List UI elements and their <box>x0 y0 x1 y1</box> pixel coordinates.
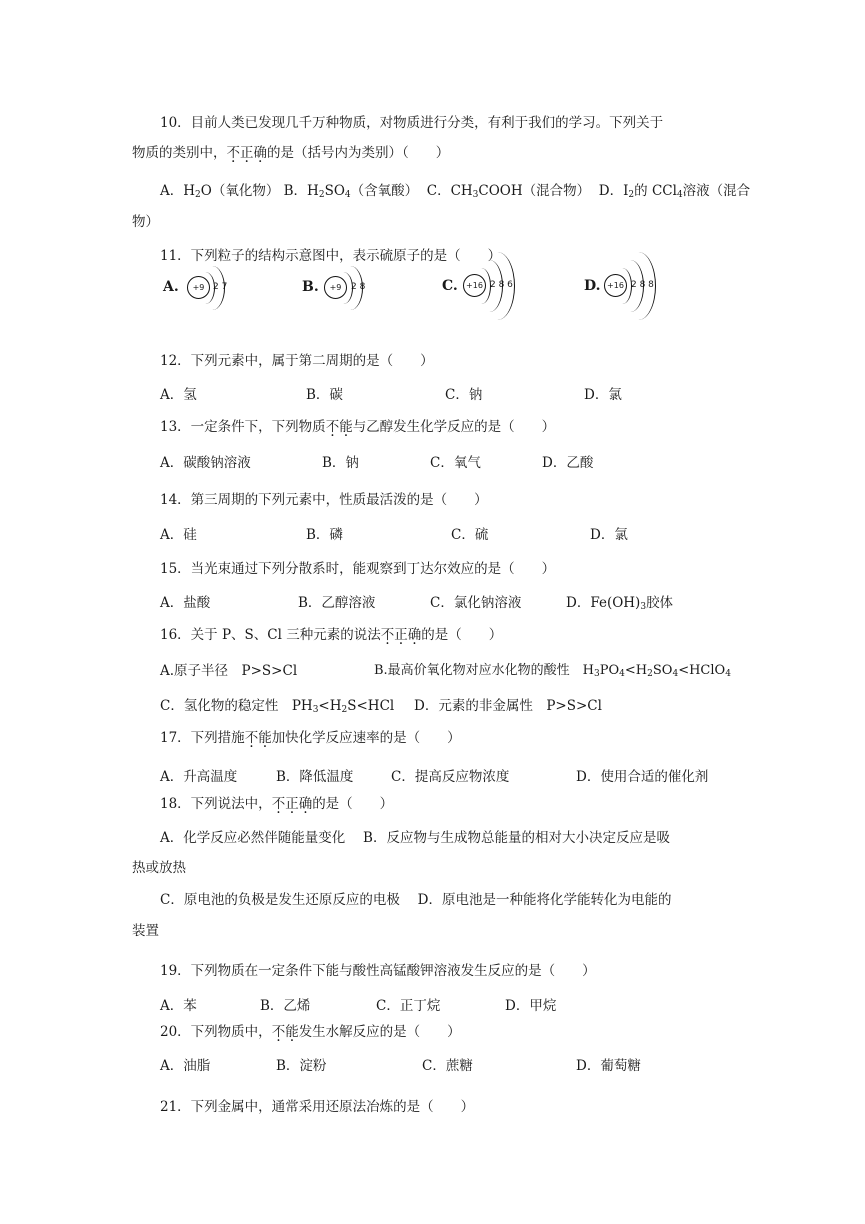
q13-option-a: A．碳酸钠溶液 <box>160 455 251 471</box>
q19-stem: 19．下列物质在一定条件下能与酸性高锰酸钾溶液发生反应的是（ ） <box>160 963 596 979</box>
q19-option-c: C．正丁烷 <box>376 998 441 1014</box>
q19-option-b: B．乙烯 <box>260 998 311 1014</box>
option-b: B．$H_2SO_4$（含氧酸） <box>283 183 419 200</box>
q20-option-c: C．蔗糖 <box>422 1058 473 1074</box>
emphasis-marks: 不能 <box>271 1024 299 1040</box>
q14-option-c: C．硫 <box>451 527 489 543</box>
q19-option-a: A．苯 <box>160 998 197 1014</box>
shell-arc <box>480 252 515 320</box>
emphasis-marks: 不正确 <box>226 145 267 161</box>
emphasis-marks: 不正确 <box>271 796 313 812</box>
q14-stem: 14．第三周期的下列元素中，性质最活泼的是（ ） <box>160 492 488 508</box>
q15-option-a: A．盐酸 <box>160 595 211 611</box>
shell-electrons: 2 8 8 <box>631 280 654 290</box>
q12-stem: 12．下列元素中，属于第二周期的是（ ） <box>160 353 434 369</box>
q12-option-c: C．钠 <box>445 387 483 403</box>
q17-option-b: B．降低温度 <box>276 769 354 785</box>
q12-option-a: A．氢 <box>160 387 197 403</box>
emphasis-marks: 不正确 <box>380 627 422 643</box>
shell-electrons: 2 7 <box>213 282 228 292</box>
shell-arc <box>200 266 228 310</box>
emphasis-marks: 不能 <box>325 419 353 435</box>
q10-wrap: 物） <box>132 214 159 230</box>
q18-stem: 18．下列说法中，不正确的是（ ） <box>160 796 394 812</box>
q16-option-a: A.原子半径 P>S>Cl <box>160 663 298 679</box>
q15-option-b: B．乙醇溶液 <box>298 595 376 611</box>
q15-stem: 15．当光束通过下列分散系时，能观察到丁达尔效应的是（ ） <box>160 561 556 577</box>
q17-option-a: A．升高温度 <box>160 769 238 785</box>
q18-options-cd-wrap: 装置 <box>132 923 159 939</box>
atom-label: C. <box>442 278 458 294</box>
option-c: C．$CH_3COOH$（混合物） <box>426 183 591 200</box>
q17-option-c: C．提高反应物浓度 <box>391 769 510 785</box>
q12-option-b: B．碳 <box>306 387 343 403</box>
q18-options-ab: A．化学反应必然伴随能量变化 B．反应物与生成物总能量的相对大小决定反应是吸 <box>160 830 670 846</box>
atom-label: B. <box>302 279 319 295</box>
q11-stem: 11．下列粒子的结构示意图中，表示硫原子的是（ ） <box>160 248 502 264</box>
emphasis-marks: 不能 <box>244 730 272 746</box>
shell-electrons: 2 8 6 <box>490 280 513 290</box>
q19-option-d: D．甲烷 <box>505 998 557 1014</box>
q18-options-cd: C．原电池的负极是发生还原反应的电极 D．原电池是一种能将化学能转化为电能的 <box>160 892 672 908</box>
q10-options <box>160 182 750 204</box>
q17-stem: 17．下列措施不能加快化学反应速率的是（ ） <box>160 730 461 746</box>
nucleus-circle: +9 <box>324 276 347 299</box>
q16-stem: 16．关于 P、S、Cl 三种元素的说法不正确的是（ ） <box>160 627 503 643</box>
q12-option-d: D．氯 <box>584 387 622 403</box>
nucleus-circle: +16 <box>463 274 486 297</box>
option-a: A．$H_2O$（氧化物） <box>160 183 280 200</box>
q15-option-c: C．氯化钠溶液 <box>430 595 522 611</box>
q20-stem: 20．下列物质中，不能发生水解反应的是（ ） <box>160 1024 461 1040</box>
q20-option-a: A．油脂 <box>160 1058 211 1074</box>
q21-stem: 21．下列金属中，通常采用还原法冶炼的是（ ） <box>160 1099 475 1115</box>
q20-option-b: B．淀粉 <box>276 1058 327 1074</box>
q16-option-d: D．元素的非金属性 P>S>Cl <box>414 698 602 714</box>
option-d: D．$I_2$的 CCl$_4$溶液（混合 <box>598 183 751 200</box>
q16-option-b: B.最高价氧化物对应水化物的酸性 $H_3PO_4<H_2SO_4<HClO_4$ <box>374 663 731 679</box>
q20-option-d: D．葡萄糖 <box>576 1058 641 1074</box>
q14-option-a: A．硅 <box>160 527 197 543</box>
q13-option-d: D．乙酸 <box>542 455 594 471</box>
q13-stem: 13．一定条件下，下列物质不能与乙醇发生化学反应的是（ ） <box>160 419 556 435</box>
shell-arc <box>338 266 366 310</box>
q18-options-ab-wrap: 热或放热 <box>132 860 186 876</box>
nucleus-circle: +9 <box>187 276 210 299</box>
q15-option-d: D．$Fe(OH)_3$胶体 <box>566 595 674 612</box>
atom-label: A. <box>163 279 179 295</box>
q14-option-d: D．氯 <box>590 527 628 543</box>
nucleus-circle: +16 <box>604 274 627 297</box>
q13-option-c: C．氧气 <box>430 455 481 471</box>
shell-arc <box>621 252 656 320</box>
q10-stem-line1: 10．目前人类已发现几千万种物质，对物质进行分类，有利于我们的学习。下列关于 <box>160 115 664 131</box>
q10-stem-line2: 物质的类别中，不正确的是（括号内为类别）（ ） <box>132 145 450 161</box>
atom-label: D. <box>584 278 601 294</box>
q13-option-b: B．钠 <box>322 455 359 471</box>
shell-electrons: 2 8 <box>351 282 366 292</box>
q16-option-c: C．氢化物的稳定性 $PH_3<H_2S<HCl$ <box>160 698 395 715</box>
q14-option-b: B．磷 <box>306 527 343 543</box>
q17-option-d: D．使用合适的催化剂 <box>576 769 709 785</box>
